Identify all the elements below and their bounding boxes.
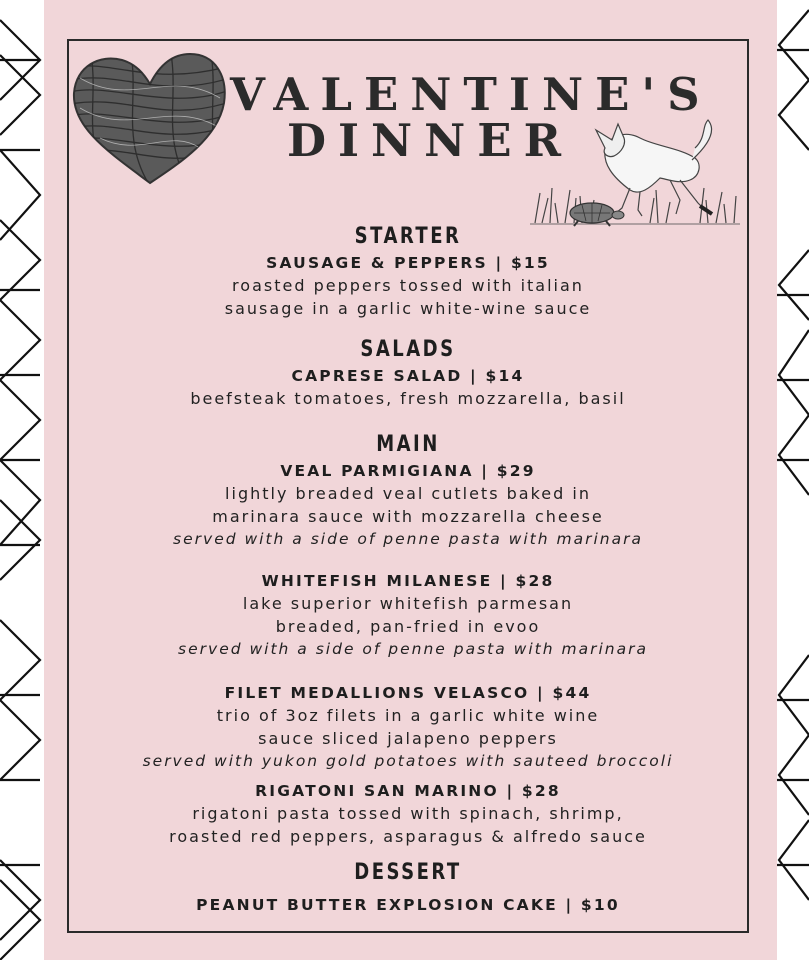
menu-item-description: marinara sauce with mozzarella cheese: [212, 507, 604, 526]
menu-item-description: roasted red peppers, asparagus & alfredo sauce: [169, 827, 647, 846]
menu-item-description: lake superior whitefish parmesan: [242, 594, 574, 613]
section-main: [67, 430, 749, 550]
menu-item-name: WHITEFISH MILANESE | $28: [261, 572, 555, 590]
menu-item-description: beefsteak tomatoes, fresh mozzarella, basil: [190, 389, 626, 408]
menu-item-description: sauce sliced jalapeno peppers: [258, 729, 558, 748]
menu-item-name: SAUSAGE & PEPPERS | $15: [266, 254, 550, 272]
menu-item-description: roasted peppers tossed with italian: [232, 276, 584, 295]
menu-item-name: PEANUT BUTTER EXPLOSION CAKE | $10: [196, 896, 620, 914]
menu-item-name: FILET MEDALLIONS VELASCO | $44: [224, 684, 592, 702]
menu-item-whitefish: [67, 570, 749, 660]
menu-item-name: RIGATONI SAN MARINO | $28: [255, 782, 561, 800]
menu-item-note: served with a side of penne pasta with marinara: [173, 530, 643, 548]
menu-item-name: VEAL PARMIGIANA | $29: [280, 462, 536, 480]
menu-item-description: breaded, pan-fried in evoo: [275, 617, 541, 636]
menu-item-description: trio of 3oz filets in a garlic white wine: [216, 706, 600, 725]
right-diamond-pattern: [777, 0, 809, 960]
menu-item-rigatoni: [67, 780, 749, 848]
section-dessert: [67, 858, 749, 916]
heart-icon: [70, 48, 230, 186]
section-heading-salads: SALADS: [360, 337, 456, 362]
menu-item-note: served with yukon gold potatoes with sauteed broccoli: [142, 752, 674, 770]
title-line-2: DINNER: [286, 114, 574, 167]
menu-item-description: lightly breaded veal cutlets baked in: [225, 484, 591, 503]
section-heading-dessert: DESSERT: [354, 860, 462, 885]
fox-turtle-illustration: [530, 118, 740, 233]
menu-item-note: served with a side of penne pasta with marinara: [178, 640, 648, 658]
menu-item-filet: [67, 682, 749, 772]
section-heading-main: MAIN: [376, 432, 440, 457]
section-salads: [67, 335, 749, 410]
left-diamond-pattern: [0, 0, 44, 960]
menu-item-description: sausage in a garlic white-wine sauce: [224, 299, 592, 318]
section-heading-starter: STARTER: [354, 224, 462, 249]
section-starter: [67, 222, 749, 320]
menu-item-description: rigatoni pasta tossed with spinach, shrimp,: [192, 804, 624, 823]
title-line-1: VALENTINE'S: [230, 68, 712, 121]
menu-item-name: CAPRESE SALAD | $14: [291, 367, 525, 385]
